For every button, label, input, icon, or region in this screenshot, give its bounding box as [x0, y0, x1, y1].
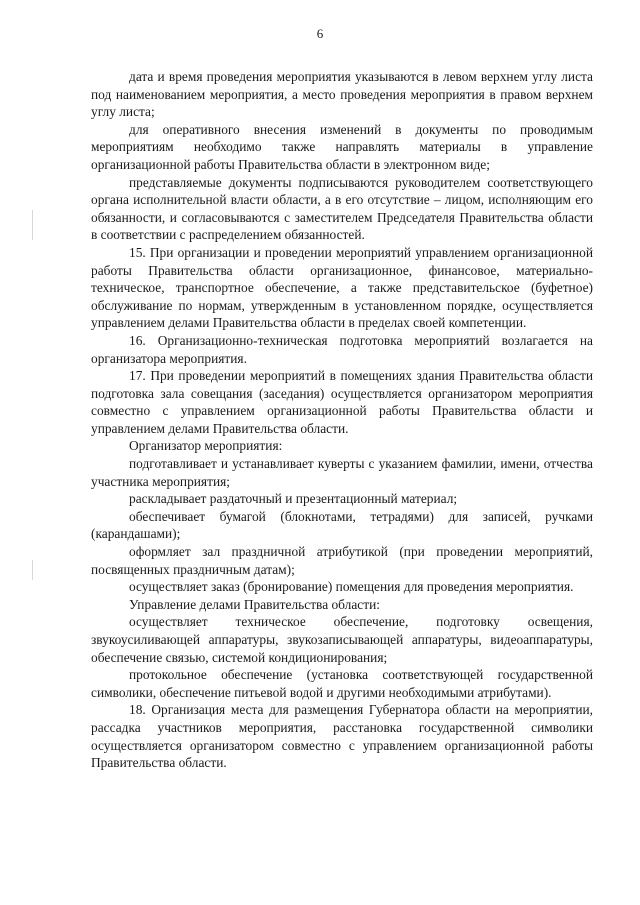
paragraph-organizer-handouts: раскладывает раздаточный и презентационный материал; — [129, 491, 458, 507]
paragraph-organizer-booking: осуществляет заказ (бронирование) помещения для проведения мероприятия. — [129, 579, 574, 595]
paragraph-date-time: дата и время проведения мероприятия указываются в левом верхнем углу листа под наименованием мероприятия, а место проведения мероприятия в правом верхнем углу листа; — [91, 69, 593, 120]
paragraph-electronic-changes: для оперативного внесения изменений в документы по проводимым мероприятиям необходимо также направлять материалы в управление организационной работы Правительства области в электронном виде; — [91, 121, 593, 172]
paragraph-organizer-decoration: оформляет зал праздничной атрибутикой (при проведении мероприятий, посвященных праздничным датам); — [91, 544, 593, 577]
paragraph-administration-technical: осуществляет техническое обеспечение, подготовку освещения, звукоусиливающей аппаратуры, звукозаписывающей аппаратуры, видеоаппаратуры, обеспечение связью, системой кондиционирования; — [91, 614, 593, 665]
scan-artifact-line — [32, 210, 33, 240]
scan-artifact-line — [32, 560, 33, 580]
paragraph-item-15: 15. При организации и проведении мероприятий управлением организационной работы Правительства области организационное, финансовое, материально-техническое, транспортное обеспечение, а также представительское (буфетное) обслуживание по нормам, утвержденным в установленном порядке, осуществляется управлением делами Правительства области в пределах своей компетенции. — [91, 244, 593, 331]
paragraph-item-18: 18. Организация места для размещения Губернатора области на мероприятии, рассадка участников мероприятия, расстановка государственной символики осуществляется организатором совместно с управлением организационной работы Правительства области. — [91, 702, 593, 771]
paragraph-organizer-stationery: обеспечивает бумагой (блокнотами, тетрадями) для записей, ручками (карандашами); — [91, 508, 593, 542]
paragraph-item-17: 17. При проведении мероприятий в помещениях здания Правительства области подготовка зала совещания (заседания) осуществляется организатором мероприятия совместно с управлением организационной работы Правительства области и управлением делами Правительства области. — [91, 368, 593, 436]
page-number: 6 — [316, 26, 324, 41]
paragraph-administration-heading: Управление делами Правительства области: — [129, 596, 380, 612]
paragraph-item-16: 16. Организационно-техническая подготовка мероприятий возлагается на организатора мероприятия. — [91, 332, 593, 366]
paragraph-documents-signing: представляемые документы подписываются руководителем соответствующего органа исполнительной власти области, а в его отсутствие – лицом, исполняющим его обязанности, и согласовываются с заместителем Председателя Правительства области в соответствии с распределением обязанностей. — [91, 174, 593, 243]
paragraph-organizer-heading: Организатор мероприятия: — [129, 438, 283, 454]
document-text — [91, 68, 593, 772]
paragraph-organizer-place-cards: подготавливает и устанавливает куверты с указанием фамилии, имени, отчества участника мероприятия; — [91, 456, 593, 489]
paragraph-administration-protocol: протокольное обеспечение (установка соответствующей государственной символики, обеспечение питьевой водой и другими необходимыми атрибутами). — [91, 667, 593, 700]
